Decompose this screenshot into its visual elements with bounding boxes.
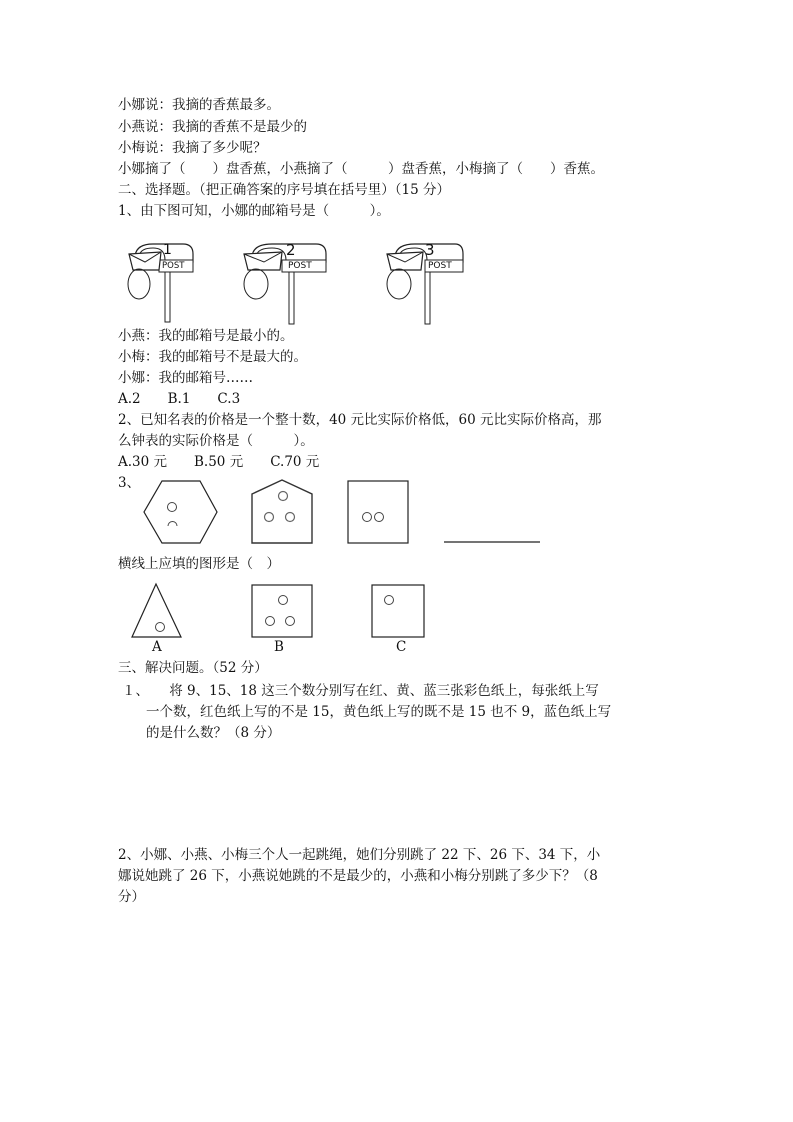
mailbox-label: POST <box>428 261 452 271</box>
problem-text: １、 将 9、15、18 这三个数分别写在红、黄、蓝三张彩色纸上，每张纸上写 <box>122 683 599 699</box>
question-text: 2、已知名表的价格是一个整十数，40 元比实际价格低，60 元比实际价格高，那 <box>118 412 602 428</box>
choice-label-a: A <box>152 639 162 655</box>
question-prompt: 横线上应填的图形是（ ） <box>118 556 280 572</box>
question-text: 1、由下图可知，小娜的邮箱号是（ ）。 <box>118 203 390 219</box>
section-title: 二、选择题。（把正确答案的序号填在括号里）（15 分） <box>118 182 450 198</box>
mailbox-number: 1 <box>163 242 172 258</box>
question-number: 3、 <box>118 475 141 491</box>
statement: 小梅：我的邮箱号不是最大的。 <box>118 349 307 365</box>
mailbox-label: POST <box>162 261 185 271</box>
text-line: 小燕说：我摘的香蕉不是最少的 <box>118 119 307 135</box>
answer-options: A.30 元 B.50 元 C.70 元 <box>118 454 320 470</box>
text-line: 小梅说：我摘了多少呢？ <box>118 140 267 156</box>
mailbox-label: POST <box>288 261 312 271</box>
mailbox-number: 2 <box>286 241 296 259</box>
question-text: 么钟表的实际价格是（ ）。 <box>118 433 314 449</box>
statement: 小燕：我的邮箱号是最小的。 <box>118 328 294 344</box>
answer-options: A.2 B.1 C.3 <box>118 391 241 407</box>
square-shape <box>348 481 408 543</box>
fill-in-line: 小娜摘了（ ）盘香蕉，小燕摘了（ ）盘香蕉，小梅摘了（ ）香蕉。 <box>118 161 604 177</box>
choice-label-b: B <box>274 639 284 655</box>
problem-text: 2、小娜、小燕、小梅三个人一起跳绳，她们分别跳了 22 下、26 下、34 下，小 <box>118 847 601 863</box>
problem-text: 一个数，红色纸上写的不是 15，黄色纸上写的既不是 15 也不 9，蓝色纸上写 <box>146 704 612 720</box>
mailbox-number: 3 <box>425 241 435 259</box>
pentagon-shape <box>252 480 312 543</box>
choice-label-c: C <box>396 639 407 655</box>
text-line: 小娜说：我摘的香蕉最多。 <box>118 97 280 113</box>
choice-b-square <box>252 585 312 637</box>
choice-a-triangle <box>132 584 181 637</box>
statement: 小娜：我的邮箱号…… <box>118 370 253 386</box>
choice-c-square <box>372 585 424 637</box>
hexagon-shape <box>144 481 217 543</box>
section-title: 三、解决问题。（52 分） <box>118 660 268 676</box>
problem-text: 娜说她跳了 26 下，小燕说她跳的不是最少的，小燕和小梅分别跳了多少下？（8 <box>118 868 598 884</box>
problem-text: 分） <box>118 889 145 905</box>
problem-text: 的是什么数？（8 分） <box>146 725 281 741</box>
